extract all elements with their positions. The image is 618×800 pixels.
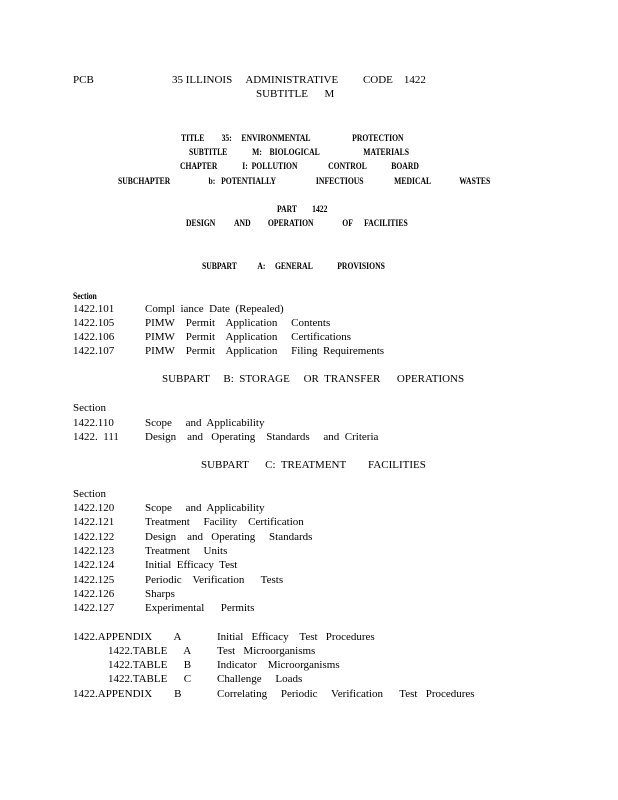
subpart-b-heading: SUBPART B: STORAGE OR TRANSFER OPERATIONS [162,373,465,385]
section-title: PIMW Permit Application Certifications [145,331,352,343]
section-number: 1422. 111 [73,431,119,443]
appendix-a-title: Initial Efficacy Test Procedures [217,631,375,643]
section-title: Compl iance Date (Repealed) [145,303,284,315]
section-title: Treatment Units [145,545,228,557]
subpart-c-heading: SUBPART C: TREATMENT FACILITIES [201,459,426,471]
section-label: Section [73,488,106,500]
table-title: Indicator Microorganisms [217,659,340,671]
subpart-a-heading: SUBPART A: GENERAL PROVISIONS [202,261,385,271]
section-number: 1422.121 [73,516,115,528]
section-title: PIMW Permit Application Contents [145,317,331,329]
section-label: Section [73,291,97,301]
section-number: 1422.126 [73,588,115,600]
section-title: Sharps [145,588,175,600]
subtitle-line: SUBTITLE M: BIOLOGICAL MATERIALS [189,147,410,157]
section-number: 1422.110 [73,417,114,429]
table-label: 1422.TABLE C [108,673,192,685]
section-number: 1422.125 [73,574,115,586]
table-label: 1422.TABLE A [108,645,192,657]
part-title: DESIGN AND OPERATION OF FACILITIES [186,218,408,228]
appendix-b-label: 1422.APPENDIX B [73,688,182,700]
title-line: TITLE 35: ENVIRONMENTAL PROTECTION [181,133,404,143]
table-label: 1422.TABLE B [108,659,192,671]
part-line: PART 1422 [277,204,328,214]
section-number: 1422.122 [73,531,115,543]
header-subtitle: SUBTITLE M [256,88,335,100]
section-number: 1422.107 [73,345,115,357]
table-title: Challenge Loads [217,673,303,685]
section-title: Initial Efficacy Test [145,559,238,571]
section-number: 1422.106 [73,331,115,343]
table-title: Test Microorganisms [217,645,316,657]
section-number: 1422.101 [73,303,115,315]
chapter-line: CHAPTER I: POLLUTION CONTROL BOARD [180,161,419,171]
section-number: 1422.127 [73,602,115,614]
section-title: Experimental Permits [145,602,255,614]
section-title: PIMW Permit Application Filing Requirements [145,345,385,357]
section-title: Scope and Applicability [145,502,265,514]
section-number: 1422.105 [73,317,115,329]
section-title: Treatment Facility Certification [145,516,304,528]
header-title: 35 ILLINOIS ADMINISTRATIVE CODE 1422 [172,74,426,86]
subchapter-line: SUBCHAPTER b: POTENTIALLY INFECTIOUS MEDICAL WASTES [118,176,491,186]
section-title: Scope and Applicability [145,417,265,429]
section-label: Section [73,402,106,414]
header-left: PCB [73,74,94,86]
appendix-b-title: Correlating Periodic Verification Test Procedures [217,688,475,700]
section-number: 1422.120 [73,502,115,514]
appendix-a-label: 1422.APPENDIX A [73,631,182,643]
section-title: Design and Operating Standards [145,531,313,543]
section-number: 1422.123 [73,545,115,557]
section-title: Periodic Verification Tests [145,574,284,586]
section-number: 1422.124 [73,559,115,571]
section-title: Design and Operating Standards and Criteria [145,431,379,443]
